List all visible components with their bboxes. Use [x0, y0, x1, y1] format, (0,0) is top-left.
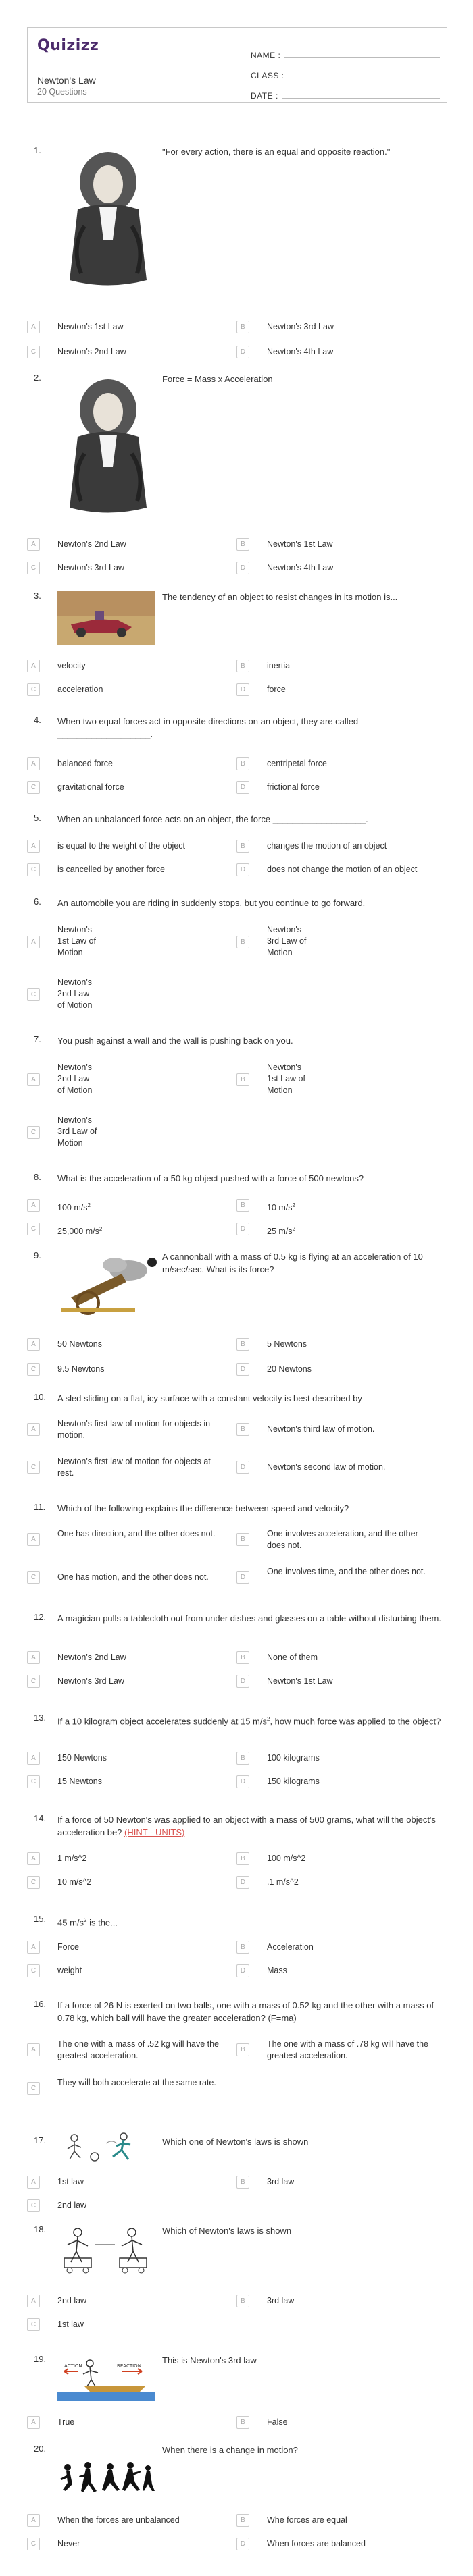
date-field[interactable]: DATE : [251, 80, 440, 101]
question-17: 17. Which one of Newton's laws is shown A 1st law B 3rd law C 2nd law [27, 2135, 453, 2236]
question-text: Which of Newton's laws is shown [162, 2226, 292, 2236]
question-7: 7. You push against a wall and the wall is pushing back on you. A Newton's 2nd Law of Motion B Newton's 1st Law of Motion C Newton's 3rd Law of Motion [27, 1034, 453, 1162]
silhouettes-icon [57, 2457, 155, 2498]
quiz-subtitle: 20 Questions [37, 87, 87, 97]
push-carts-icon [57, 2224, 155, 2278]
hint-link[interactable]: (HINT - UNITS) [124, 1827, 185, 1837]
action-label: ACTION [64, 2363, 82, 2369]
question-number: 7. [34, 1034, 41, 1044]
question-text: What is the acceleration of a 50 kg object pushed with a force of 500 newtons? [57, 1173, 364, 1183]
question-5: 5. When an unbalanced force acts on an object, the force ___________________. A is equal to the weight of the object B changes the motion of an object C is cancelled by another force D does not change the motion of an object [27, 813, 453, 894]
question-text: If a 10 kilogram object accelerates suddenly at 15 $m/s^2$, how much force was applied to the object? [57, 1716, 441, 1727]
question-number: 2. [34, 373, 41, 383]
question-text: "For every action, there is an equal and opposite reaction." [162, 146, 391, 157]
question-text: When there is a change in motion? [162, 2445, 298, 2455]
question-8: 8. What is the acceleration of a 50 kg object pushed with a force of 500 newtons? A 100 $m/s^2$ B 10 $m/s^2$ C 25,000 $m/s^2$ D 25 $m/s^2$ [27, 1172, 453, 1246]
question-text: Which one of Newton's laws is shown [162, 2137, 309, 2147]
question-number: 9. [34, 1250, 41, 1260]
question-number: 20. [34, 2444, 47, 2454]
name-field[interactable]: NAME : [251, 40, 440, 60]
boat-action-reaction-icon [57, 2354, 155, 2401]
question-text: You push against a wall and the wall is pushing back on you. [57, 1036, 293, 1046]
student-fields [251, 40, 440, 101]
question-16: 16. If a force of 26 N is exerted on two balls, one with a mass of 0.52 kg and the other with a mass of 0.78 kg, which ball will have the greater acceleration? (F=ma) A The one with a mass of .52 kg will have the greatest acceleration. B The one with a mass of .78 kg will have the greatest acceleration. C They will both accelerate at the same rate. [27, 1999, 453, 2120]
question-number: 19. [34, 2354, 47, 2364]
question-number: 16. [34, 1999, 47, 2009]
question-number: 15. [34, 1914, 47, 1924]
question-number: 6. [34, 896, 41, 907]
question-text: A cannonball with a mass of 0.5 kg is flying at an acceleration of 10 m/sec/sec. What is its force? [162, 1252, 423, 1274]
cannon-icon [57, 1250, 159, 1318]
question-number: 11. [34, 1502, 46, 1512]
question-text: This is Newton's 3rd law [162, 2355, 257, 2365]
question-text: An automobile you are riding in suddenly stops, but you continue to go forward. [57, 898, 366, 908]
question-number: 12. [34, 1612, 47, 1622]
question-14: 14. If a force of 50 Newton's was applied to an object with a mass of 500 grams, what will the object's acceleration be? (HINT - UNITS) A 1 m/s^2 B 100 m/s^2 C 10 m/s^2 D .1 m/s^2 [27, 1813, 453, 1908]
question-text: A magician pulls a tablecloth out from under dishes and glasses on a table without disturbing them. [57, 1613, 442, 1624]
question-text: When an unbalanced force acts on an object, the force ___________________. [57, 814, 368, 824]
question-number: 5. [34, 813, 41, 823]
newton-portrait-icon [57, 145, 159, 290]
question-15: 15. 45 $m/s^2$ is the... A Force B Acceleration C weight D Mass [27, 1914, 453, 1995]
question-text: A sled sliding on a flat, icy surface with a constant velocity is best described by [57, 1393, 362, 1403]
question-number: 18. [34, 2224, 47, 2234]
question-number: 10. [34, 1392, 47, 1402]
question-4: 4. When two equal forces act in opposite directions on an object, they are called ___________________. A balanced force B centripetal force C gravitational force D frictional force [27, 715, 453, 809]
soccer-kick-icon [57, 2130, 155, 2167]
question-number: 1. [34, 145, 41, 155]
question-text: If a force of 26 N is exerted on two balls, one with a mass of 0.52 kg and the other with a mass of 0.78 kg, which ball will have the greater acceleration? (F=ma) [57, 2000, 434, 2023]
question-text: 45 $m/s^2$ is the... [57, 1917, 118, 1928]
question-2: 2. Force = Mass x Acceleration A Newton's 2nd Law B Newton's 1st Law C Newton's 3rd Law D Newton's 4th Law [27, 373, 453, 589]
question-12: 12. A magician pulls a tablecloth out from under dishes and glasses on a table without disturbing them. A Newton's 2nd Law B None of them C Newton's 3rd Law D Newton's 1st Law [27, 1612, 453, 1707]
question-18: 18. Which of Newton's laws is shown A 2nd law B 3rd law C 1st law [27, 2224, 453, 2353]
question-number: 4. [34, 715, 41, 725]
reaction-label: REACTION [117, 2363, 141, 2369]
newton-portrait-icon [57, 373, 159, 518]
question-19: 19. ACTION REACTION This is Newton's 3rd law A True B False [27, 2354, 453, 2442]
question-text: If a force of 50 Newton's was applied to an object with a mass of 500 grams, what will the object's acceleration be? (HINT - UNITS) [57, 1815, 436, 1837]
question-text: When two equal forces act in opposite directions on an object, they are called ___________________. [57, 716, 359, 739]
question-6: 6. An automobile you are riding in suddenly stops, but you continue to go forward. A Newton's 1st Law of Motion B Newton's 3rd Law of Motion C Newton's 2nd Law of Motion [27, 896, 453, 1025]
question-10: 10. A sled sliding on a flat, icy surface with a constant velocity is best described by A Newton's first law of motion for objects in motion. B Newton's third law of motion. C Newton's first law of motion for objects at rest. D Newton's second law of motion. [27, 1392, 453, 1493]
quiz-title: Newton's Law [37, 75, 96, 86]
question-11: 11. Which of the following explains the difference between speed and velocity? A One has direction, and the other does not. B One involves acceleration, and the other does not. C One has motion, and the other does not. D One involves time, and the other does not. [27, 1502, 453, 1603]
question-text: Force = Mass x Acceleration [162, 374, 273, 384]
question-20: 20. When there is a change in motion? A When the forces are unbalanced B Whe forces are equal C Never D When forces are balanced [27, 2444, 453, 2558]
quizizz-logo: Quizizz [37, 37, 99, 54]
question-number: 17. [34, 2135, 47, 2145]
question-1: 1. "For every action, there is an equal and opposite reaction." A Newton's 1st Law B Newton's 3rd Law C Newton's 2nd Law D Newton's 4th Law [27, 145, 453, 375]
question-number: 8. [34, 1172, 41, 1182]
question-number: 14. [34, 1813, 47, 1823]
question-number: 3. [34, 591, 41, 601]
class-field[interactable]: CLASS : [251, 60, 440, 80]
toy-car-icon [57, 591, 155, 645]
question-9: 9. A cannonball with a mass of 0.5 kg is flying at an acceleration of 10 m/sec/sec. What is its force? A 50 Newtons B 5 Newtons C 9.5 Newtons D 20 Newtons [27, 1250, 453, 1385]
question-text: Which of the following explains the difference between speed and velocity? [57, 1503, 349, 1513]
question-13: 13. If a 10 kilogram object accelerates suddenly at 15 $m/s^2$, how much force was applied to the object? A 150 Newtons B 100 kilograms C 15 Newtons D 150 kilograms [27, 1713, 453, 1807]
worksheet-header [27, 27, 447, 103]
question-3: 3. The tendency of an object to resist changes in its motion is... A velocity B inertia C acceleration D force [27, 591, 453, 699]
question-text: The tendency of an object to resist changes in its motion is... [162, 592, 398, 602]
question-number: 13. [34, 1713, 47, 1723]
